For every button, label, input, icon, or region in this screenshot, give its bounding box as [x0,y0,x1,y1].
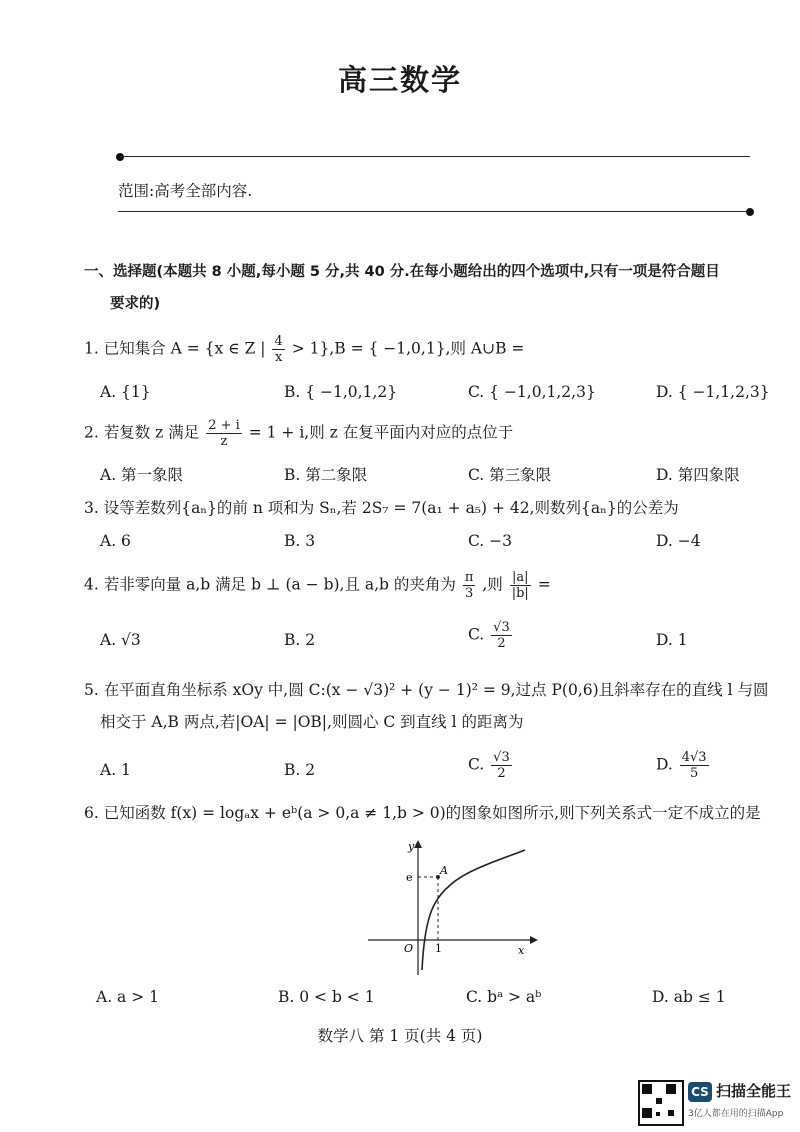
scope-text: 范围:高考全部内容. [118,182,253,200]
q1-option-a: A. {1} [100,383,151,401]
section-heading: 一、选择题(本题共 8 小题,每小题 5 分,共 40 分.在每小题给出的四个选项中,只有一项是符合题目 [84,264,720,280]
q6-option-c: C. bᵃ > aᵇ [466,988,542,1006]
q2-option-c: C. 第三象限 [468,466,552,484]
page-footer: 数学八 第 1 页(共 4 页) [317,1027,483,1045]
q5-option-a: A. 1 [100,761,131,779]
question-1-stem: 1. 已知集合 A = {x ∈ Z | $\frac{4}{x}$ > 1},B = { −1,0,1},则 A∪B = [84,334,525,365]
scanner-tagline: 3亿人都在用的扫描App [688,1109,784,1119]
q3-option-c: C. −3 [468,532,513,550]
scanner-app-name: 扫描全能王 [716,1082,792,1100]
scanner-logo-icon: CS [688,1082,712,1102]
fraction: $\frac{|a|}{|b|}$ [511,570,529,601]
question-4-stem: 4. 若非零向量 a,b 满足 b ⊥ (a − b),且 a,b 的夹角为 $\frac{\pi}{3}$ ,则 $\frac{|a|}{|b|}$ = [84,570,551,601]
q2-option-d: D. 第四象限 [656,466,740,484]
bottom-rule [118,211,748,212]
q6-option-a: A. a > 1 [96,988,159,1006]
y-axis-arrow [414,840,422,848]
fraction: $\frac{2 + i}{z}$ [208,418,240,449]
y-axis-label: y [408,840,415,853]
q5-option-d: D. $\frac{4√3}{5}$ [656,750,707,781]
q5-option-c: C. $\frac{√3}{2}$ [468,750,510,781]
function-graph [360,830,540,980]
question-2-stem: 2. 若复数 z 满足 $\frac{2 + i}{z}$ = 1 + i,则 z 在复平面内对应的点位于 [84,418,514,449]
fraction: $\frac{4√3}{5}$ [681,750,707,781]
point-a-label: A [440,864,448,877]
q1-option-c: C. { −1,0,1,2,3} [468,383,596,401]
q3-option-d: D. −4 [656,532,701,550]
x-axis-label: x [518,944,525,957]
q6-option-d: D. ab ≤ 1 [652,988,726,1006]
fraction: $\frac{√3}{2}$ [493,620,510,651]
question-5-stem: 5. 在平面直角坐标系 xOy 中,圆 C:(x − √3)² + (y − 1)² = 9,过点 P(0,6)且斜率存在的直线 l 与圆 [84,681,769,699]
origin-label: O [404,942,414,955]
page-title: 高三数学 [337,63,462,97]
q4-option-a: A. √3 [100,631,141,649]
question-6-stem: 6. 已知函数 f(x) = logₐx + eᵇ(a > 0,a ≠ 1,b > 0)的图象如图所示,则下列关系式一定不成立的是 [84,804,761,822]
q2-option-b: B. 第二象限 [284,466,368,484]
e-label: e [406,871,413,884]
one-label: 1 [435,942,442,955]
q5-option-b: B. 2 [284,761,316,779]
qr-code-icon [638,1080,684,1126]
fraction: $\frac{4}{x}$ [274,334,283,365]
section-heading-cont: 要求的) [110,296,161,312]
q3-option-b: B. 3 [284,532,316,550]
q4-option-b: B. 2 [284,631,316,649]
q4-option-c: C. $\frac{√3}{2}$ [468,620,510,651]
fraction: $\frac{√3}{2}$ [493,750,510,781]
q2-option-a: A. 第一象限 [100,466,184,484]
x-axis-arrow [530,936,538,944]
rule-dot-right [746,208,754,216]
q4-option-d: D. 1 [656,631,688,649]
question-3-stem: 3. 设等差数列{aₙ}的前 n 项和为 Sₙ,若 2S₇ = 7(a₁ + a₅) + 42,则数列{aₙ}的公差为 [84,499,679,517]
fraction: $\frac{\pi}{3}$ [464,570,474,601]
q6-option-b: B. 0 < b < 1 [278,988,375,1006]
q3-option-a: A. 6 [100,532,131,550]
question-5-stem-cont: 相交于 A,B 两点,若|OA| = |OB|,则圆心 C 到直线 l 的距离为 [100,713,524,731]
q1-option-b: B. { −1,0,1,2} [284,383,398,401]
rule-dot-left [116,153,124,161]
top-rule [120,156,750,157]
q1-option-d: D. { −1,1,2,3} [656,383,770,401]
